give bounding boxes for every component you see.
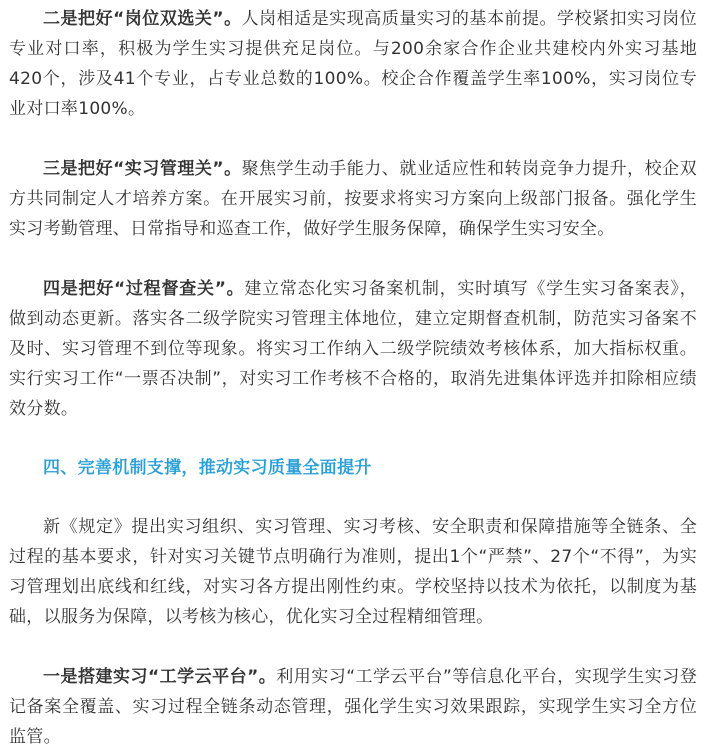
paragraph-internship-management [9, 154, 697, 244]
paragraph-text: 人岗相适是实现高质量实习的基本前提。学校紧扣实习岗位专业对口率，积极为学生实习提供充足岗位。与200余家合作企业共建校内外实习基地420个，涉及41个专业，占专业总数的100%。校企合作覆盖学生率100%，实习岗位专业对口率100%。 [9, 9, 697, 119]
paragraph-post-selection [9, 4, 697, 124]
section-heading: 四、完善机制支撑，推动实习质量全面提升 [43, 458, 372, 478]
paragraph-lead: 三是把好“实习管理关”。 [43, 159, 242, 179]
paragraph-lead: 二是把好“岗位双选关”。 [43, 9, 242, 29]
paragraph-lead: 一是搭建实习“工学云平台”。 [43, 667, 277, 687]
paragraph-text: 建立常态化实习备案机制，实时填写《学生实习备案表》，做到动态更新。落实各二级学院实习管理主体地位，建立定期督查机制，防范实习备案不及时、实习管理不到位等现象。将实习工作纳入二级学院绩效考核体系，加大指标权重。实行实习工作“一票否决制”，对实习工作考核不合格的，取消先进集体评选并扣除相应绩效分数。 [9, 279, 697, 419]
paragraph-text: 利用实习“工学云平台”等信息化平台，实现学生实习登记备案全覆盖、实习过程全链条动态管理，强化学生实习效果跟踪，实现学生实习全方位监管。 [9, 667, 697, 747]
paragraph-text: 聚焦学生动手能力、就业适应性和转岗竞争力提升，校企双方共同制定人才培养方案。在开展实习前，按要求将实习方案向上级部门报备。强化学生实习考勤管理、日常指导和巡查工作，做好学生服务保障，确保学生实习安全。 [9, 159, 697, 239]
article-body [9, 4, 697, 752]
paragraph-intro: 新《规定》提出实习组织、实习管理、实习考核、安全职责和保障措施等全链条、全过程的基本要求，针对实习关键节点明确行为准则，提出1个“严禁”、27个“不得”，为实习管理划出底线和红线，对实习各方提出刚性约束。学校坚持以技术为依托，以制度为基础，以服务为保障，以考核为核心，优化实习全过程精细管理。 [9, 517, 697, 627]
paragraph-lead: 四是把好“过程督查关”。 [43, 279, 245, 299]
paragraph-process-supervision [9, 274, 697, 424]
paragraph-cloud-platform [9, 662, 697, 752]
